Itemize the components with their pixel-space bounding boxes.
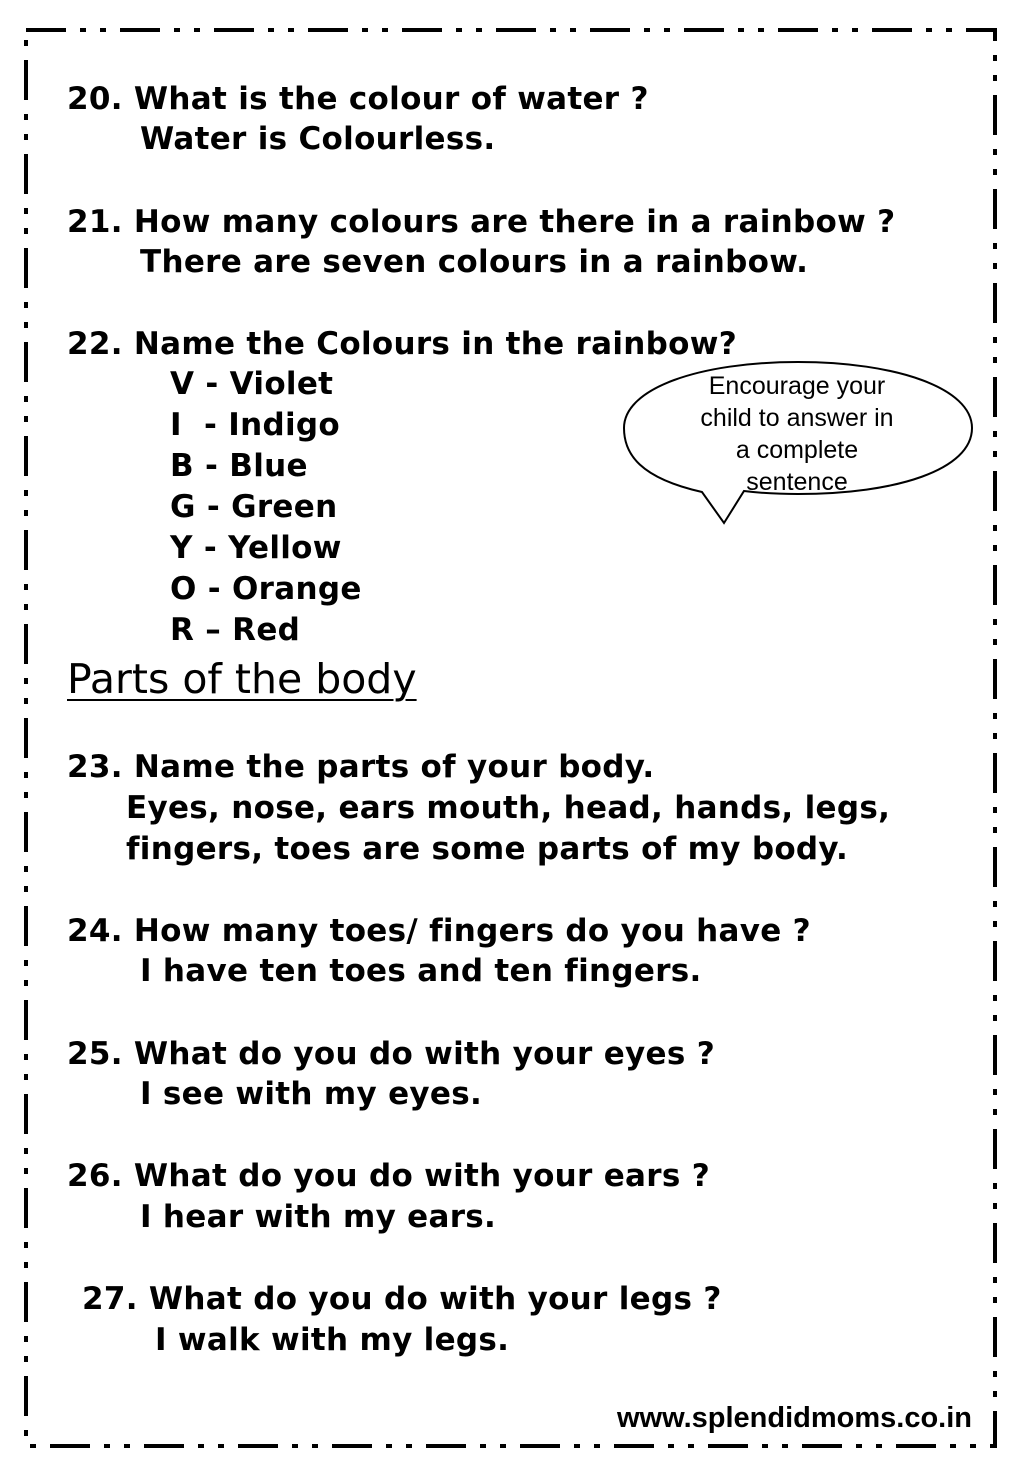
answer-20: Water is Colourless. xyxy=(140,121,496,157)
question-26: 26. What do you do with your ears ? xyxy=(67,1158,710,1194)
question-24: 24. How many toes/ fingers do you have ? xyxy=(67,913,811,949)
answer-27: I walk with my legs. xyxy=(155,1322,510,1358)
answer-23-line-2: fingers, toes are some parts of my body. xyxy=(126,831,849,867)
rainbow-yellow: Y - Yellow xyxy=(170,530,342,566)
question-22: 22. Name the Colours in the rainbow? xyxy=(67,326,737,362)
section-heading: Parts of the body xyxy=(67,655,417,703)
rainbow-blue: B - Blue xyxy=(170,448,308,484)
bubble-line-1: Encourage your xyxy=(708,372,886,400)
rainbow-red: R – Red xyxy=(170,612,301,648)
question-23: 23. Name the parts of your body. xyxy=(67,749,655,785)
question-20: 20. What is the colour of water ? xyxy=(67,81,649,117)
question-21: 21. How many colours are there in a rainbow ? xyxy=(67,204,896,240)
answer-21: There are seven colours in a rainbow. xyxy=(140,244,809,280)
bubble-line-4: sentence xyxy=(746,468,848,496)
bubble-line-3: a complete xyxy=(735,436,859,464)
bubble-line-2: child to answer in xyxy=(700,404,894,432)
answer-26: I hear with my ears. xyxy=(140,1199,497,1235)
rainbow-orange: O - Orange xyxy=(170,571,362,607)
rainbow-indigo: I - Indigo xyxy=(170,407,340,443)
rainbow-violet: V - Violet xyxy=(170,366,334,402)
website-footer: www.splendidmoms.co.in xyxy=(616,1402,972,1434)
answer-23-line-1: Eyes, nose, ears mouth, head, hands, legs, xyxy=(126,790,891,826)
answer-25: I see with my eyes. xyxy=(140,1076,483,1112)
question-25: 25. What do you do with your eyes ? xyxy=(67,1036,716,1072)
rainbow-green: G - Green xyxy=(170,489,338,525)
question-27: 27. What do you do with your legs ? xyxy=(82,1281,722,1317)
answer-24: I have ten toes and ten fingers. xyxy=(140,953,702,989)
